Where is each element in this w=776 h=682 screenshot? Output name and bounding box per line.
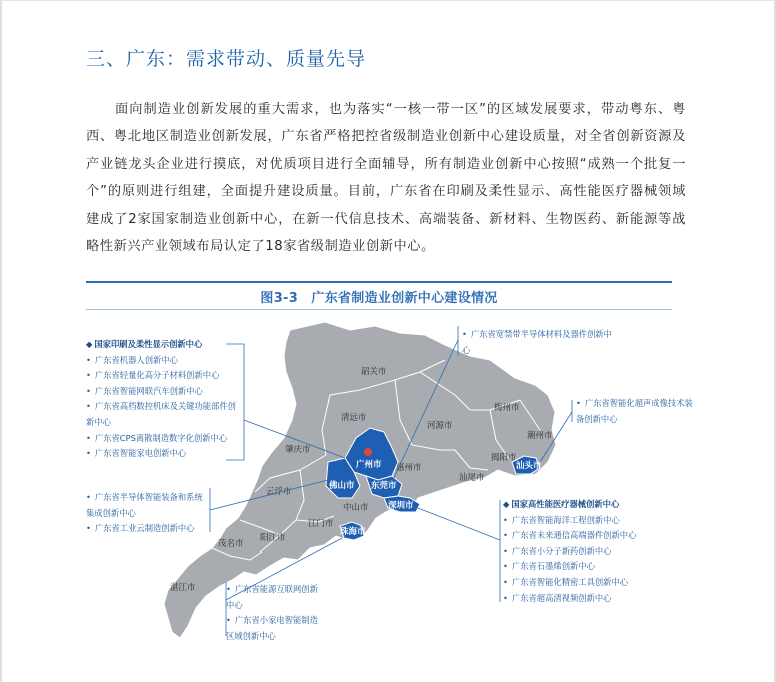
list-shenzhen-centers — [503, 497, 673, 606]
city-label-jiangmen: 江门市 — [308, 519, 334, 529]
city-label-jieyang: 揭阳市 — [491, 453, 517, 463]
list-item: • 广东省小家电智能制造区域创新中心 — [226, 613, 326, 644]
city-label-qingyuan: 清远市 — [341, 413, 367, 423]
city-label-shanwei: 汕尾市 — [459, 473, 485, 483]
city-label-yunfu: 云浮市 — [266, 487, 292, 497]
city-label-huizhou: 惠州市 — [396, 463, 422, 473]
figure-caption: 图3-3 广东省制造业创新中心建设情况 — [260, 291, 498, 306]
list-shantou-centers — [576, 396, 700, 427]
list-item: • 广东省未来通信高端器件创新中心 — [503, 528, 673, 544]
list-foshan-centers — [86, 490, 210, 537]
list-dongguan-centers — [462, 327, 612, 358]
city-label-maoming: 茂名市 — [218, 539, 244, 549]
city-label-chaozhou: 潮州市 — [527, 431, 553, 441]
city-label-zhuhai: 珠海市 — [340, 527, 366, 537]
city-label-meizhou: 梅州市 — [494, 403, 520, 413]
list-head-text: 国家高性能医疗器械创新中心 — [511, 499, 620, 509]
list-item: • 广东省智能网联汽车创新中心 — [86, 384, 242, 400]
city-label-zhanjiang: 湛江市 — [170, 583, 196, 593]
list-item: • 广东省高档数控机床及关键功能部件创新中心 — [86, 399, 242, 430]
city-label-zhaoqing: 肇庆市 — [285, 445, 311, 455]
list-zhuhai-centers — [226, 582, 326, 644]
body-paragraph: 面向制造业创新发展的重大需求，也为落实“一核一带一区”的区域发展要求，带动粤东、粤西、粤北地区制造业创新发展，广东省严格把控省级制造业创新中心建设质量，对全省创新资源及产业链龙头企业进行摸底，对优质项目进行全面辅导，所有制造业创新中心按照“成熟一个批复一个”的原则进行组建，全面提升建设质量。目前，广东省在印刷及柔性显示、高性能医疗器械领域建成了2家国家制造业创新中心，在新一代信息技术、高端装备、新材料、生物医药、新能源等战略性新兴产业领域布局认定了18家省级制造业创新中心。 — [86, 102, 686, 255]
diamond-icon: ◆ — [86, 339, 93, 349]
city-label-shaoguan: 韶关市 — [361, 367, 387, 377]
diamond-icon: ◆ — [503, 499, 510, 509]
list-item: • 广东省智能化精密工具创新中心 — [503, 575, 673, 591]
city-label-shantou: 汕头市 — [516, 461, 542, 471]
list-item: • 广东省宽禁带半导体材料及器件创新中心 — [462, 327, 612, 358]
city-label-dongguan: 东莞市 — [371, 481, 397, 491]
section-title: 三、广东：需求带动、质量先导 — [86, 48, 367, 70]
list-item: • 广东省能源互联网创新中心 — [226, 582, 326, 613]
city-label-shenzhen: 深圳市 — [388, 501, 414, 511]
list-shenzhen-head — [503, 497, 673, 513]
list-item: • 广东省智能海洋工程创新中心 — [503, 513, 673, 529]
city-label-yangjiang: 阳江市 — [260, 533, 286, 543]
list-item: • 广东省智能化超声成像技术装备创新中心 — [576, 396, 700, 427]
city-label-foshan: 佛山市 — [329, 481, 355, 491]
city-label-guangzhou: 广州市 — [356, 460, 382, 470]
list-head-text: 国家印刷及柔性显示创新中心 — [94, 339, 203, 349]
list-item: • 广东省小分子新药创新中心 — [503, 544, 673, 560]
list-guangzhou-centers — [86, 337, 242, 462]
list-guangzhou-head — [86, 337, 242, 353]
city-label-heyuan: 河源市 — [427, 421, 453, 431]
list-item: • 广东省智能家电创新中心 — [86, 446, 242, 462]
list-item: • 广东省超高清视频创新中心 — [503, 591, 673, 607]
list-item: • 广东省石墨烯创新中心 — [503, 559, 673, 575]
list-item: • 广东省半导体智能装备和系统集成创新中心 — [86, 490, 210, 521]
guangzhou-marker — [364, 448, 372, 456]
list-item: • 广东省轻量化高分子材料创新中心 — [86, 368, 242, 384]
list-item: • 广东省工业云制造创新中心 — [86, 521, 210, 537]
list-item: • 广东省CPS离散制造数字化创新中心 — [86, 431, 242, 447]
city-label-zhongshan: 中山市 — [343, 503, 369, 513]
list-item: • 广东省机器人创新中心 — [86, 353, 242, 369]
